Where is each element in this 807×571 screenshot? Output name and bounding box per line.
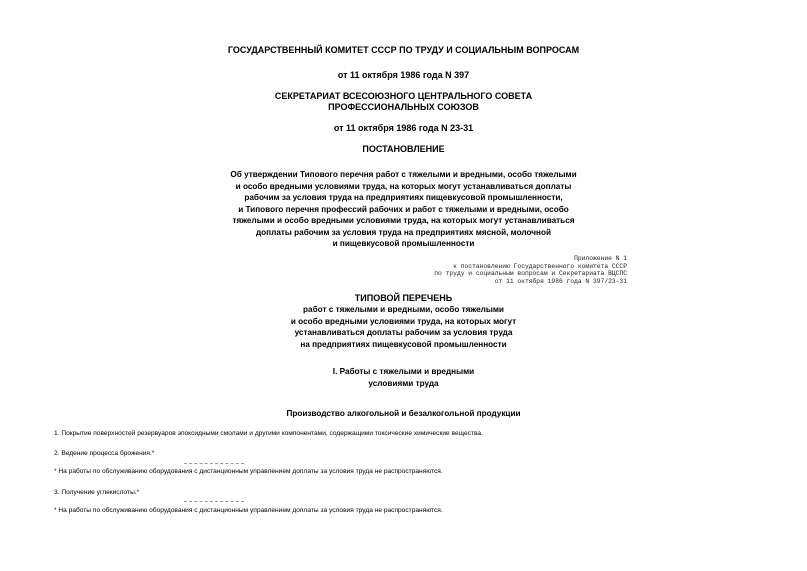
appendix-line: к постановлению Государственного комитета СССР [453, 262, 627, 270]
title-line: и особо вредными условиями труда, на которых могут устанавливаться доплаты [235, 181, 572, 191]
section-line: I. Работы с тяжелыми и вредными [332, 367, 475, 376]
footnote: * На работы по обслуживанию оборудования с дистанционным управлением доплаты за условия труда не распространяются. [54, 507, 443, 514]
footnote-divider [184, 501, 244, 502]
document-type: ПОСТАНОВЛЕНИЕ [362, 144, 445, 154]
list-item: 3. Получение углекислоты.* [54, 489, 140, 496]
subtitle-line: работ с тяжелыми и вредными, особо тяжелыми [303, 305, 504, 314]
title-line: доплаты рабочим за условия труда на предприятиях мясной, молочной [255, 227, 552, 237]
title-line: рабочим за условия труда на предприятиях пищевкусовой промышленности, [244, 193, 563, 202]
committee-name: ГОСУДАРСТВЕННЫЙ КОМИТЕТ СССР ПО ТРУДУ И СОЦИАЛЬНЫМ ВОПРОСАМ [227, 45, 580, 55]
title-line: и пищевкусовой промышленности [332, 239, 475, 248]
subsection-heading: Производство алкогольной и безалкогольной продукции [286, 409, 521, 418]
appendix-line: по труду и социальным вопросам и Секретариата ВЦСПС [434, 270, 627, 278]
appendix-line: Приложение N 1 [574, 255, 627, 262]
subtitle-line: устанавливаться доплаты рабочим за условия труда [294, 328, 513, 337]
secretariat-line-2: ПРОФЕССИОНАЛЬНЫХ СОЮЗОВ [328, 102, 479, 112]
secretariat-date: от 11 октября 1986 года N 23-31 [333, 123, 474, 133]
list-heading: ТИПОВОЙ ПЕРЕЧЕНЬ [354, 293, 453, 303]
list-item: 2. Ведение процесса брожения.* [54, 450, 155, 457]
title-line: Об утверждении Типового перечня работ с тяжелыми и вредными, особо тяжелыми [230, 170, 577, 179]
appendix-line: от 11 октября 1986 года N 397/23-31 [494, 277, 627, 285]
footnote: * На работы по обслуживанию оборудования с дистанционным управлением доплаты за условия труда не распространяются. [54, 468, 443, 475]
subtitle-line: на предприятиях пищевкусовой промышленности [300, 339, 507, 349]
secretariat-line-1: СЕКРЕТАРИАТ ВСЕСОЮЗНОГО ЦЕНТРАЛЬНОГО СОВЕТА [274, 91, 533, 101]
title-line: тяжелыми и особо вредными условиями труда, на которых могут устанавливаться [232, 216, 575, 225]
committee-date: от 11 октября 1986 года N 397 [337, 70, 470, 80]
list-item: 1. Покрытие поверхностей резервуаров эпоксидными смолами и другими компонентами, содержащими токсические химические вещества. [54, 430, 483, 437]
section-line: условиями труда [368, 378, 439, 388]
subtitle-line: и особо вредными условиями труда, на которых могут [290, 316, 517, 326]
title-line: и Типового перечня профессий рабочих и работ с тяжелыми и вредными, особо [238, 204, 569, 214]
footnote-divider [184, 463, 244, 464]
